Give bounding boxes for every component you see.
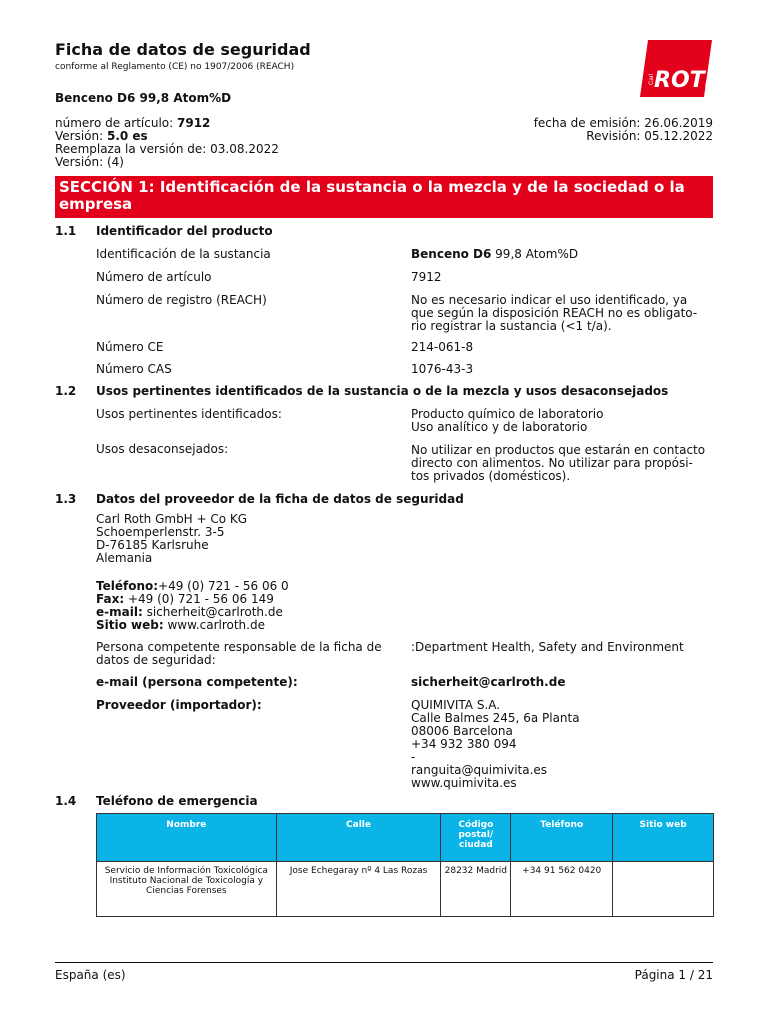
emergency-phone-table bbox=[96, 813, 714, 917]
web-line: Sitio web: www.carlroth.de bbox=[96, 618, 265, 632]
field-value: No es necesario indicar el uso identificado, ya que según la disposición REACH no es obligato- rio registrar la sustancia (<1 t/a). bbox=[411, 293, 698, 333]
logo-small-text: Carl bbox=[649, 73, 655, 85]
column-header: Nombre bbox=[97, 814, 277, 862]
field-label: Usos pertinentes identificados: bbox=[96, 407, 282, 421]
field-label: Persona competente responsable de la ficha de datos de seguridad: bbox=[96, 640, 382, 667]
field-label: Usos desaconsejados: bbox=[96, 442, 229, 456]
revision-date: Revisión: 05.12.2022 bbox=[586, 129, 713, 143]
replaces-line: Reemplaza la versión de: 03.08.2022 bbox=[55, 142, 279, 156]
table-cell: 28232 Madrid bbox=[441, 862, 511, 917]
subsection-number: 1.3 bbox=[55, 492, 77, 506]
field-label: Número de artículo bbox=[96, 270, 212, 284]
footer-country: España (es) bbox=[55, 968, 126, 982]
table-cell bbox=[613, 862, 714, 917]
document-subtitle: conforme al Reglamento (CE) no 1907/2006 (REACH) bbox=[55, 62, 295, 72]
field-value: Benceno D6 99,8 Atom%D bbox=[411, 247, 579, 261]
field-label: e-mail (persona competente): bbox=[96, 675, 298, 689]
field-value: :Department Health, Safety and Environment bbox=[411, 640, 684, 654]
subsection-number: 1.4 bbox=[55, 794, 77, 808]
field-value: 214-061-8 bbox=[411, 340, 474, 354]
field-value: sicherheit@carlroth.de bbox=[411, 675, 566, 689]
version-line: Versión: 5.0 es bbox=[55, 129, 148, 143]
document-meta-right bbox=[534, 117, 713, 143]
supplier-contacts bbox=[96, 580, 396, 632]
subsection-number: 1.2 bbox=[55, 384, 77, 398]
article-number-line: número de artículo: 7912 bbox=[55, 116, 211, 130]
column-header: Calle bbox=[276, 814, 441, 862]
email-line: e-mail: sicherheit@carlroth.de bbox=[96, 605, 283, 619]
field-label: Número CE bbox=[96, 340, 164, 354]
logo-text: ROTH bbox=[654, 68, 724, 93]
subsection-title: Identificador del producto bbox=[96, 224, 273, 238]
footer-divider bbox=[55, 962, 713, 963]
column-header: Teléfono bbox=[511, 814, 613, 862]
supplier-address: Carl Roth GmbH + Co KG Schoemperlenstr. 3-5 D-76185 Karlsruhe Alemania bbox=[96, 512, 248, 565]
roth-logo bbox=[640, 40, 724, 97]
field-value: Producto químico de laboratorio Uso analítico y de laboratorio bbox=[411, 407, 604, 434]
fax-line: Fax: +49 (0) 721 - 56 06 149 bbox=[96, 592, 274, 606]
document-meta-left bbox=[55, 117, 279, 169]
column-header: Código postal/ ciudad bbox=[441, 814, 511, 862]
document-title: Ficha de datos de seguridad bbox=[55, 40, 311, 59]
registered-mark: ® bbox=[705, 43, 712, 51]
table-row bbox=[97, 862, 714, 917]
field-label: Proveedor (importador): bbox=[96, 698, 262, 712]
field-value: No utilizar en productos que estarán en contacto directo con alimentos. No utilizar para propósi- tos privados (domésticos). bbox=[411, 443, 706, 483]
table-cell: Jose Echegaray nº 4 Las Rozas bbox=[276, 862, 441, 917]
footer-page-number: Página 1 / 21 bbox=[634, 968, 713, 982]
subsection-title: Datos del proveedor de la ficha de datos de seguridad bbox=[96, 492, 464, 506]
table-cell: +34 91 562 0420 bbox=[511, 862, 613, 917]
section-1-heading: SECCIÓN 1: Identificación de la sustancia o la mezcla y de la sociedad o la empresa bbox=[55, 176, 713, 218]
field-value: 1076-43-3 bbox=[411, 362, 474, 376]
table-header-row bbox=[97, 814, 714, 862]
importer-details: QUIMIVITA S.A. Calle Balmes 245, 6a Planta 08006 Barcelona +34 932 380 094 - ranguita@quimivita.es www.quimivita.es bbox=[411, 698, 580, 790]
table-cell: Servicio de Información Toxicológica Instituto Nacional de Toxicología y Ciencias Forenses bbox=[97, 862, 277, 917]
field-label: Identificación de la sustancia bbox=[96, 247, 271, 261]
subsection-title: Teléfono de emergencia bbox=[96, 794, 258, 808]
column-header: Sitio web bbox=[613, 814, 714, 862]
issue-date: fecha de emisión: 26.06.2019 bbox=[533, 116, 713, 130]
phone-line: Teléfono:+49 (0) 721 - 56 06 0 bbox=[96, 579, 289, 593]
field-label: Número de registro (REACH) bbox=[96, 293, 267, 307]
subsection-title: Usos pertinentes identificados de la sustancia o de la mezcla y usos desaconsejados bbox=[96, 384, 669, 398]
version-paren-line: Versión: (4) bbox=[55, 155, 124, 169]
field-label: Número CAS bbox=[96, 362, 172, 376]
subsection-number: 1.1 bbox=[55, 224, 77, 238]
product-name: Benceno D6 99,8 Atom%D bbox=[55, 91, 232, 105]
field-value: 7912 bbox=[411, 270, 442, 284]
